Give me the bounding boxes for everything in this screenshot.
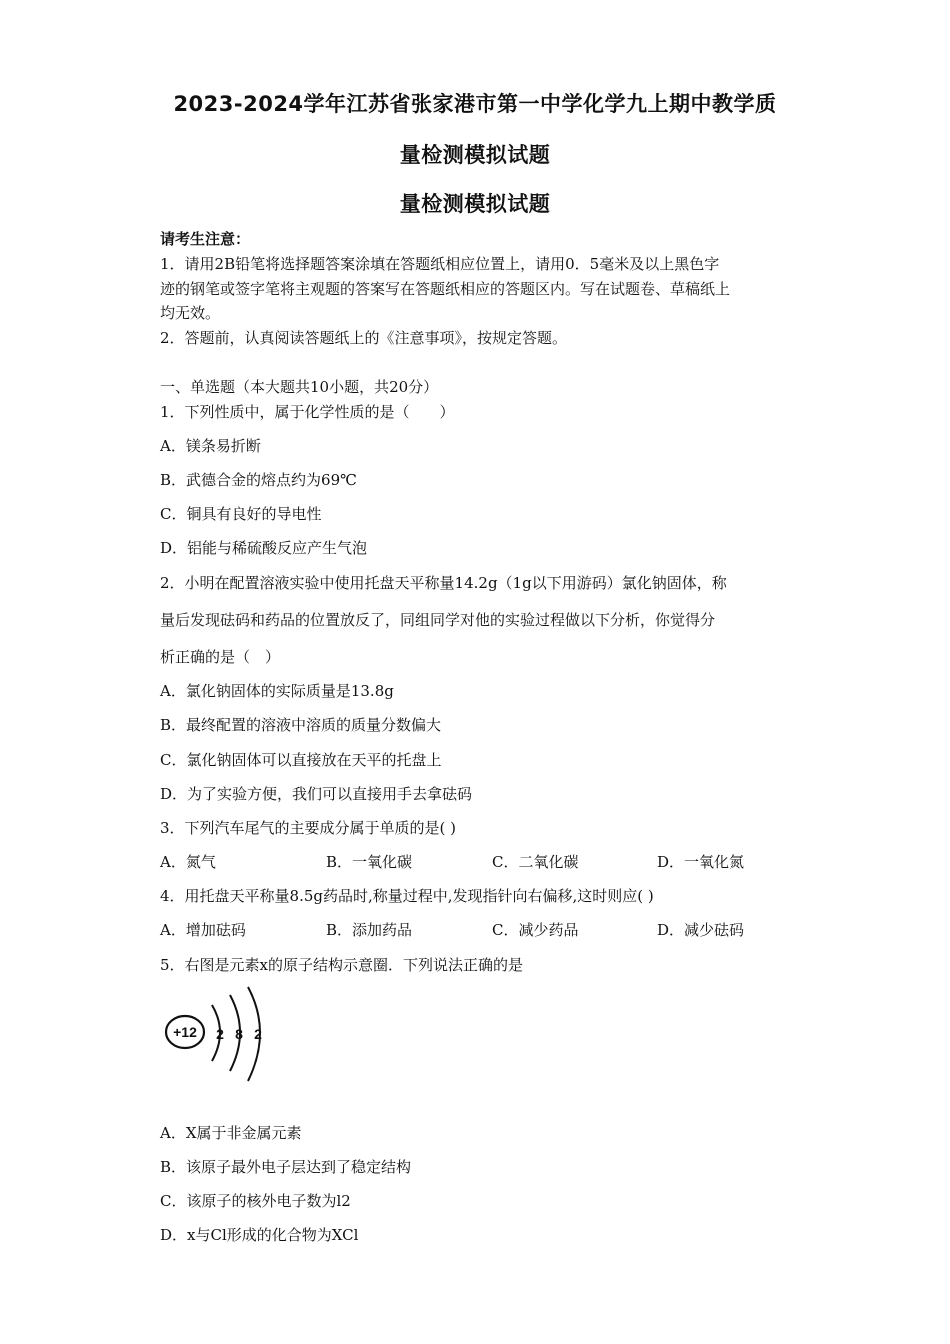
notice-item-1-line-3: 均无效。 <box>160 304 221 322</box>
shell-3-electron-count: 2 <box>254 1026 262 1042</box>
shell-2-electron-count: 8 <box>235 1026 243 1042</box>
question-3-option-d: D．一氧化氮 <box>657 853 745 871</box>
question-3-option-a: A．氮气 <box>160 853 216 871</box>
exam-title-line-3: 量检测模拟试题 <box>399 192 551 216</box>
question-5-option-c: C．该原子的核外电子数为l2 <box>160 1192 351 1210</box>
exam-title-line-2: 量检测模拟试题 <box>399 143 551 167</box>
question-1-option-a: A．镁条易折断 <box>160 437 261 455</box>
question-4-option-b: B．添加药品 <box>326 921 413 939</box>
question-2-stem-line-3: 析正确的是（ ） <box>160 648 281 666</box>
notice-item-1-line-2: 迹的钢笔或签字笔将主观题的答案写在答题纸相应的答题区内。写在试题卷、草稿纸上 <box>160 280 731 298</box>
question-5-option-b: B．该原子最外电子层达到了稳定结构 <box>160 1158 412 1176</box>
shell-1-electron-count: 2 <box>216 1026 224 1042</box>
question-2-option-c: C．氯化钠固体可以直接放在天平的托盘上 <box>160 751 442 769</box>
question-2-option-d: D．为了实验方便，我们可以直接用手去拿砝码 <box>160 785 473 803</box>
question-4-option-d: D．减少砝码 <box>657 921 745 939</box>
question-1-option-b: B．武德合金的熔点约为69℃ <box>160 471 357 489</box>
question-5-stem: 5．右图是元素x的原子结构示意圈．下列说法正确的是 <box>160 956 524 974</box>
question-5-option-a: A．X属于非金属元素 <box>160 1124 302 1142</box>
question-2-option-a: A．氯化钠固体的实际质量是13.8g <box>160 682 394 700</box>
notice-item-2: 2．答题前，认真阅读答题纸上的《注意事项》，按规定答题。 <box>160 329 568 347</box>
question-1-option-c: C．铜具有良好的导电性 <box>160 505 322 523</box>
exam-title-line-1: 2023-2024学年江苏省张家港市第一中学化学九上期中教学质 <box>173 92 777 116</box>
question-5-option-d: D．x与Cl形成的化合物为XCl <box>160 1226 359 1244</box>
section-heading: 一、单选题（本大题共10小题，共20分） <box>160 378 439 396</box>
atom-structure-diagram <box>160 985 270 1095</box>
notice-item-1-line-1: 1．请用2B铅笔将选择题答案涂填在答题纸相应位置上，请用0．5毫米及以上黑色字 <box>160 255 720 273</box>
notice-heading: 请考生注意： <box>160 230 251 248</box>
nucleus-charge-label: +12 <box>173 1024 197 1040</box>
question-1-option-d: D．铝能与稀硫酸反应产生气泡 <box>160 539 368 557</box>
question-3-option-b: B．一氧化碳 <box>326 853 413 871</box>
question-4-stem: 4．用托盘天平称量8.5g药品时,称量过程中,发现指针向右偏移,这时则应( ) <box>160 887 654 905</box>
question-3-stem: 3．下列汽车尾气的主要成分属于单质的是( ) <box>160 819 457 837</box>
question-2-stem-line-1: 2．小明在配置溶液实验中使用托盘天平称量14.2g（1g以下用游码）氯化钠固体，称 <box>160 574 727 592</box>
question-2-option-b: B．最终配置的溶液中溶质的质量分数偏大 <box>160 716 442 734</box>
question-3-option-c: C．二氧化碳 <box>492 853 579 871</box>
question-4-option-c: C．减少药品 <box>492 921 579 939</box>
question-2-stem-line-2: 量后发现砝码和药品的位置放反了，同组同学对他的实验过程做以下分析，你觉得分 <box>160 611 716 629</box>
question-4-option-a: A．增加砝码 <box>160 921 246 939</box>
question-1-stem: 1．下列性质中，属于化学性质的是（ ） <box>160 403 455 421</box>
